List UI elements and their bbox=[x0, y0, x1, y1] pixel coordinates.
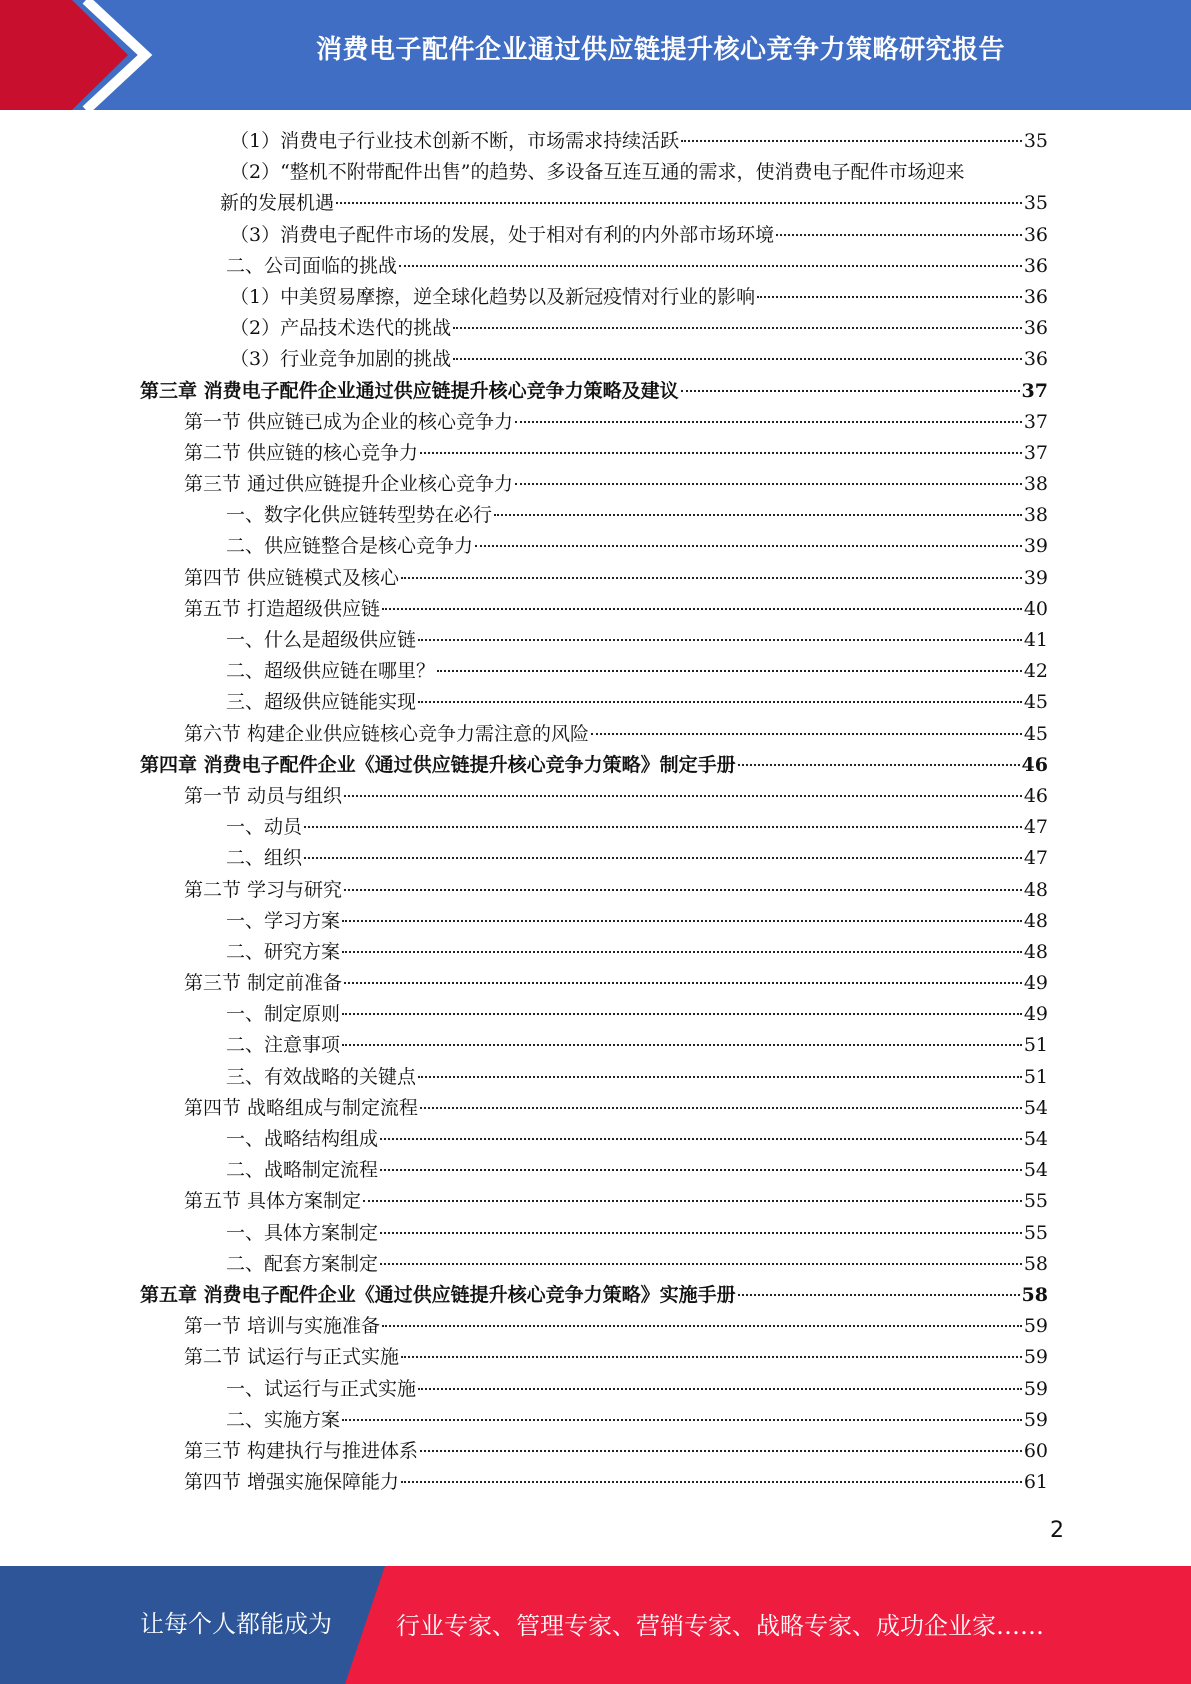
toc-entry[interactable] bbox=[140, 500, 1048, 531]
dot-leader bbox=[342, 1044, 1022, 1046]
toc-entry-page: 36 bbox=[1023, 348, 1048, 371]
toc-entry[interactable] bbox=[140, 781, 1048, 812]
toc-entry-continuation bbox=[220, 188, 1048, 219]
toc-entry-page: 41 bbox=[1023, 629, 1048, 651]
toc-entry-text: 二、注意事项 bbox=[226, 1034, 341, 1057]
toc-entry-text: 二、配套方案制定 bbox=[226, 1252, 379, 1275]
toc-entry-page: 48 bbox=[1023, 909, 1048, 932]
dot-leader bbox=[453, 358, 1022, 360]
toc-entry[interactable] bbox=[140, 344, 1048, 375]
dot-leader bbox=[382, 1325, 1022, 1327]
table-of-contents bbox=[140, 126, 1048, 1498]
dot-leader bbox=[342, 951, 1022, 953]
toc-entry[interactable] bbox=[140, 656, 1048, 687]
toc-entry[interactable] bbox=[140, 438, 1048, 469]
toc-entry-page: 54 bbox=[1023, 1128, 1048, 1150]
toc-entry-text-continued: 新的发展机遇 bbox=[220, 192, 335, 215]
toc-entry[interactable] bbox=[140, 999, 1048, 1030]
toc-entry[interactable] bbox=[140, 376, 1048, 407]
toc-entry-page: 35 bbox=[1023, 130, 1048, 152]
toc-entry-text: 第二节 学习与研究 bbox=[184, 878, 343, 901]
toc-entry[interactable] bbox=[140, 220, 1048, 251]
footer-slogan-right: 行业专家、管理专家、营销专家、战略专家、成功企业家…… bbox=[396, 1612, 1044, 1640]
toc-entry-page: 47 bbox=[1023, 816, 1048, 839]
toc-entry-text: 第五节 具体方案制定 bbox=[184, 1190, 362, 1213]
toc-entry-page: 49 bbox=[1023, 972, 1048, 995]
toc-entry-page: 40 bbox=[1023, 597, 1048, 620]
toc-entry[interactable] bbox=[140, 594, 1048, 625]
dot-leader bbox=[420, 1450, 1022, 1452]
dot-leader bbox=[380, 1138, 1022, 1140]
toc-entry[interactable] bbox=[140, 1030, 1048, 1061]
toc-entry[interactable] bbox=[140, 1467, 1048, 1498]
toc-entry-page: 37 bbox=[1023, 410, 1048, 433]
toc-entry-text: 第五章 消费电子配件企业《通过供应链提升核心竞争力策略》实施手册 bbox=[140, 1283, 736, 1306]
toc-entry-text: 一、制定原则 bbox=[226, 1003, 341, 1026]
toc-entry-page: 42 bbox=[1023, 660, 1048, 683]
toc-entry-text: 第一节 培训与实施准备 bbox=[184, 1315, 381, 1338]
toc-entry-text: 第三章 消费电子配件企业通过供应链提升核心竞争力策略及建议 bbox=[140, 379, 679, 402]
toc-entry-page: 46 bbox=[1021, 753, 1048, 776]
dot-leader bbox=[681, 390, 1020, 392]
toc-entry-text: 二、超级供应链在哪里？ bbox=[226, 660, 436, 683]
toc-entry-page: 49 bbox=[1023, 1003, 1048, 1026]
page-number: 2 bbox=[1050, 1518, 1064, 1543]
toc-entry-page: 54 bbox=[1023, 1096, 1048, 1119]
dot-leader bbox=[418, 1388, 1022, 1390]
toc-entry-page: 55 bbox=[1023, 1190, 1048, 1213]
toc-entry[interactable] bbox=[140, 687, 1048, 718]
dot-leader bbox=[418, 639, 1022, 641]
toc-entry-text: 第五节 打造超级供应链 bbox=[184, 597, 381, 620]
dot-leader bbox=[453, 327, 1022, 329]
toc-entry-page: 51 bbox=[1023, 1065, 1048, 1088]
toc-entry[interactable] bbox=[140, 1280, 1048, 1311]
toc-entry-page: 45 bbox=[1023, 722, 1048, 745]
toc-entry-text: （3）消费电子配件市场的发展，处于相对有利的内外部市场环境 bbox=[230, 223, 775, 246]
toc-entry[interactable] bbox=[140, 719, 1048, 750]
toc-entry-text: 二、实施方案 bbox=[226, 1408, 341, 1431]
toc-entry-page: 38 bbox=[1023, 504, 1048, 527]
dot-leader bbox=[738, 1294, 1020, 1296]
dot-leader bbox=[515, 421, 1022, 423]
toc-entry[interactable] bbox=[140, 1374, 1048, 1405]
dot-leader bbox=[380, 1169, 1022, 1171]
toc-entry-page: 46 bbox=[1023, 784, 1048, 807]
dot-leader bbox=[401, 577, 1022, 579]
toc-entry-page: 59 bbox=[1023, 1315, 1048, 1338]
toc-entry-text: 三、有效战略的关键点 bbox=[226, 1065, 417, 1088]
dot-leader bbox=[420, 452, 1022, 454]
toc-entry-page: 48 bbox=[1023, 940, 1048, 963]
dot-leader bbox=[475, 545, 1022, 547]
toc-entry-text: 第四章 消费电子配件企业《通过供应链提升核心竞争力策略》制定手册 bbox=[140, 753, 736, 776]
toc-entry-text: 一、战略结构组成 bbox=[226, 1128, 379, 1150]
dot-leader bbox=[776, 234, 1022, 236]
toc-entry[interactable] bbox=[140, 1405, 1048, 1436]
toc-entry[interactable] bbox=[140, 282, 1048, 313]
toc-entry[interactable] bbox=[140, 563, 1048, 594]
dot-leader bbox=[437, 670, 1022, 672]
toc-entry-text: 第二节 供应链的核心竞争力 bbox=[184, 441, 419, 464]
toc-entry-text: （3）行业竞争加剧的挑战 bbox=[230, 348, 452, 371]
toc-entry[interactable] bbox=[140, 1249, 1048, 1280]
toc-entry-text: 一、具体方案制定 bbox=[226, 1221, 379, 1244]
toc-entry-page: 39 bbox=[1023, 535, 1048, 558]
toc-entry[interactable] bbox=[140, 968, 1048, 999]
toc-entry-page: 37 bbox=[1023, 441, 1048, 464]
toc-entry-text: 第四节 供应链模式及核心 bbox=[184, 566, 400, 589]
dot-leader bbox=[515, 483, 1022, 485]
toc-entry-text: 二、供应链整合是核心竞争力 bbox=[226, 535, 474, 558]
toc-entry[interactable] bbox=[140, 812, 1048, 843]
toc-entry-text: （1）中美贸易摩擦，逆全球化趋势以及新冠疫情对行业的影响 bbox=[230, 285, 756, 308]
dot-leader bbox=[304, 826, 1022, 828]
report-title: 消费电子配件企业通过供应链提升核心竞争力策略研究报告 bbox=[315, 35, 1005, 65]
dot-leader bbox=[591, 733, 1022, 735]
toc-entry[interactable] bbox=[140, 937, 1048, 968]
toc-entry-text: 一、动员 bbox=[226, 816, 303, 839]
dot-leader bbox=[494, 514, 1022, 516]
dot-leader bbox=[344, 795, 1022, 797]
toc-entry-text: 二、研究方案 bbox=[226, 940, 341, 963]
toc-entry-text: 二、组织 bbox=[226, 847, 303, 870]
toc-entry-page: 48 bbox=[1023, 878, 1048, 901]
toc-entry-text: 第三节 通过供应链提升企业核心竞争力 bbox=[184, 473, 514, 496]
toc-entry-text: 一、什么是超级供应链 bbox=[226, 629, 417, 651]
toc-entry-page: 55 bbox=[1023, 1221, 1048, 1244]
dot-leader bbox=[757, 296, 1022, 298]
dot-leader bbox=[342, 1013, 1022, 1015]
toc-entry[interactable] bbox=[140, 875, 1048, 906]
toc-entry[interactable] bbox=[140, 469, 1048, 500]
dot-leader bbox=[304, 857, 1022, 859]
toc-entry-text: 第四节 增强实施保障能力 bbox=[184, 1471, 400, 1494]
toc-entry-text: 第三节 构建执行与推进体系 bbox=[184, 1439, 419, 1462]
toc-entry-text: （2）“整机不附带配件出售”的趋势、多设备互连互通的需求，使消费电子配件市场迎来 bbox=[230, 161, 965, 184]
toc-entry-page: 60 bbox=[1023, 1439, 1048, 1462]
toc-entry-page: 47 bbox=[1023, 847, 1048, 870]
dot-leader bbox=[399, 265, 1022, 267]
toc-entry[interactable] bbox=[140, 1062, 1048, 1093]
toc-entry-page: 59 bbox=[1023, 1377, 1048, 1400]
dot-leader bbox=[418, 701, 1022, 703]
dot-leader bbox=[336, 202, 1022, 204]
toc-entry[interactable] bbox=[140, 1311, 1048, 1342]
toc-entry-text: 一、学习方案 bbox=[226, 909, 341, 932]
toc-entry-text: 一、试运行与正式实施 bbox=[226, 1377, 417, 1400]
toc-entry-page: 38 bbox=[1023, 473, 1048, 496]
toc-entry-text: （2）产品技术迭代的挑战 bbox=[230, 317, 452, 340]
toc-entry[interactable] bbox=[140, 625, 1048, 656]
dot-leader bbox=[420, 1107, 1022, 1109]
toc-entry[interactable] bbox=[140, 251, 1048, 282]
toc-entry-page: 35 bbox=[1023, 192, 1048, 215]
toc-entry[interactable] bbox=[140, 531, 1048, 562]
toc-entry[interactable] bbox=[140, 126, 1048, 157]
dot-leader bbox=[401, 1481, 1022, 1483]
page-footer bbox=[0, 1566, 1191, 1684]
toc-entry-page: 36 bbox=[1023, 285, 1048, 308]
footer-slogan-left: 让每个人都能成为 bbox=[140, 1610, 332, 1638]
toc-entry-page: 54 bbox=[1023, 1159, 1048, 1182]
toc-entry-text: 第四节 战略组成与制定流程 bbox=[184, 1096, 419, 1119]
toc-entry-page: 51 bbox=[1023, 1034, 1048, 1057]
toc-entry-page: 39 bbox=[1023, 566, 1048, 589]
toc-entry-text: 第二节 试运行与正式实施 bbox=[184, 1346, 400, 1369]
toc-entry[interactable] bbox=[140, 157, 1048, 219]
toc-entry-text: 二、战略制定流程 bbox=[226, 1159, 379, 1182]
dot-leader bbox=[342, 920, 1022, 922]
toc-entry-page: 58 bbox=[1023, 1252, 1048, 1275]
toc-entry-text: 第六节 构建企业供应链核心竞争力需注意的风险 bbox=[184, 722, 590, 745]
dot-leader bbox=[342, 1419, 1022, 1421]
toc-entry[interactable] bbox=[140, 1436, 1048, 1467]
toc-entry[interactable] bbox=[140, 1124, 1048, 1155]
toc-entry[interactable] bbox=[140, 1155, 1048, 1186]
toc-entry-text: （1）消费电子行业技术创新不断，市场需求持续活跃 bbox=[230, 130, 680, 152]
toc-entry-page: 36 bbox=[1023, 254, 1048, 277]
toc-entry-text: 三、超级供应链能实现 bbox=[226, 691, 417, 714]
toc-entry-page: 59 bbox=[1023, 1408, 1048, 1431]
dot-leader bbox=[738, 764, 1020, 766]
dot-leader bbox=[363, 1200, 1022, 1202]
toc-entry-page: 45 bbox=[1023, 691, 1048, 714]
toc-entry[interactable] bbox=[140, 906, 1048, 937]
dot-leader bbox=[344, 982, 1022, 984]
dot-leader bbox=[418, 1076, 1022, 1078]
dot-leader bbox=[380, 1263, 1022, 1265]
toc-entry[interactable] bbox=[140, 313, 1048, 344]
toc-entry[interactable] bbox=[140, 407, 1048, 438]
toc-entry[interactable] bbox=[140, 1218, 1048, 1249]
toc-entry-page: 37 bbox=[1021, 379, 1048, 402]
toc-entry[interactable] bbox=[140, 750, 1048, 781]
toc-entry-page: 36 bbox=[1023, 223, 1048, 246]
toc-entry-page: 58 bbox=[1021, 1283, 1048, 1306]
dot-leader bbox=[401, 1356, 1022, 1358]
toc-entry-text: 第三节 制定前准备 bbox=[184, 972, 343, 995]
toc-entry-text: 一、数字化供应链转型势在必行 bbox=[226, 504, 493, 527]
toc-entry-text: 第一节 供应链已成为企业的核心竞争力 bbox=[184, 410, 514, 433]
toc-entry[interactable] bbox=[140, 843, 1048, 874]
toc-entry[interactable] bbox=[140, 1342, 1048, 1373]
toc-entry[interactable] bbox=[140, 1093, 1048, 1124]
toc-entry-text: 二、公司面临的挑战 bbox=[226, 254, 398, 277]
dot-leader bbox=[380, 1232, 1022, 1234]
dot-leader bbox=[382, 608, 1022, 610]
toc-entry-page: 59 bbox=[1023, 1346, 1048, 1369]
dot-leader bbox=[681, 140, 1022, 142]
toc-entry-page: 36 bbox=[1023, 317, 1048, 340]
toc-entry-page: 61 bbox=[1023, 1471, 1048, 1494]
dot-leader bbox=[344, 889, 1022, 891]
page-header bbox=[0, 0, 1191, 110]
toc-entry-text: 第一节 动员与组织 bbox=[184, 784, 343, 807]
toc-entry[interactable] bbox=[140, 1186, 1048, 1217]
